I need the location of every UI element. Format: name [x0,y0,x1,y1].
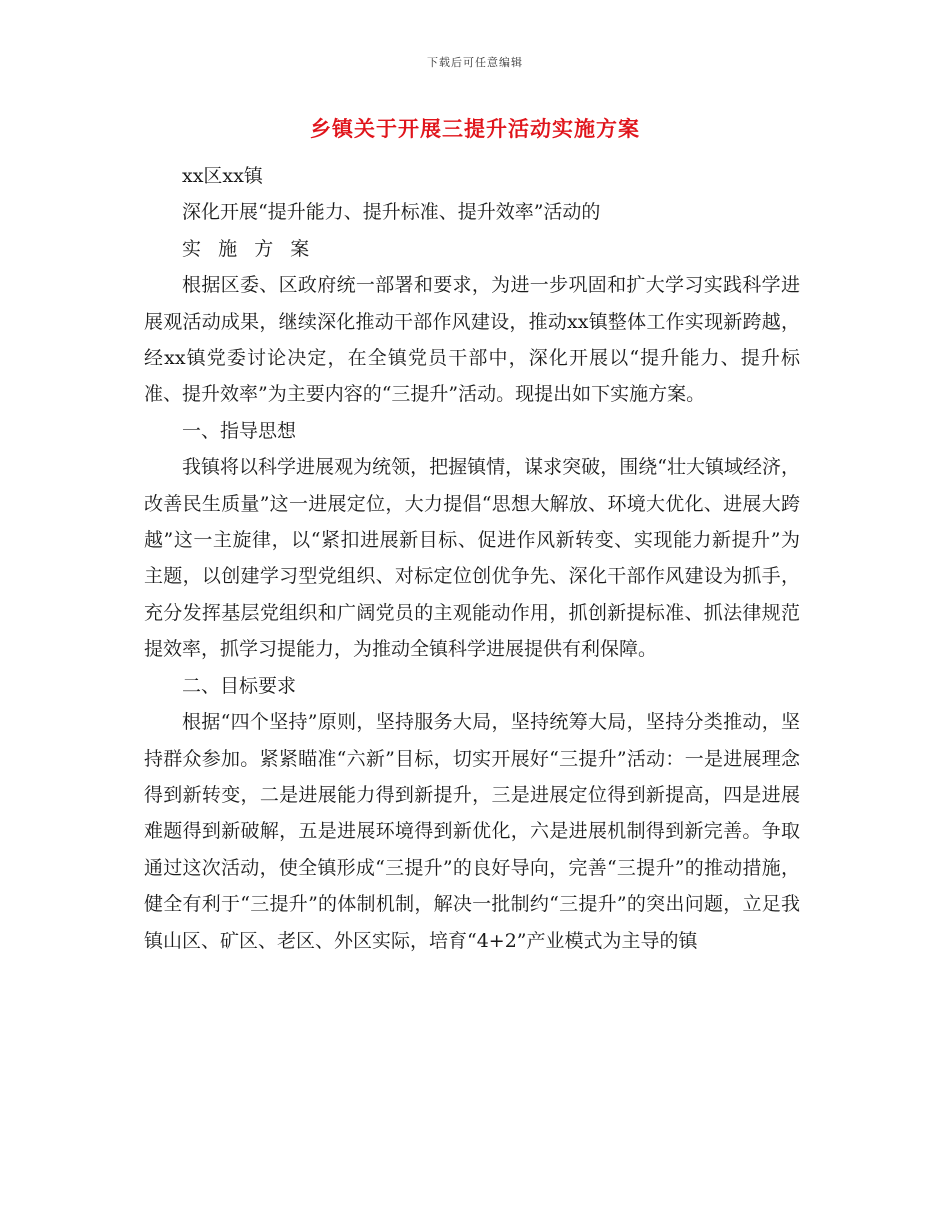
document-title: 乡镇关于开展三提升活动实施方案 [310,116,640,141]
document-body [144,158,800,959]
subtitle-line: 深化开展“提升能力、提升标准、提升效率”活动的 [182,201,601,224]
section-heading-goals: 二、目标要求 [182,674,297,697]
section-heading-guiding-thought: 一、指导思想 [182,419,297,442]
issuer-line: xx区xx镇 [182,165,263,187]
subtitle-plan-line: 实施方案 [182,237,327,260]
intro-paragraph: 根据区委、区政府统一部署和要求，为进一步巩固和扩大学习实践科学进展观活动成果，继续深化推动干部作风建设，推动xx镇整体工作实现新跨越，经xx镇党委讨论决定，在全镇党员干部中，深化开展以“提升能力、提升标准、提升效率”为主要内容的“三提升”活动。现提出如下实施方案。 [144,274,800,406]
header-note: 下载后可任意编辑 [427,56,523,69]
goals-paragraph: 根据“四个坚持”原则，坚持服务大局，坚持统筹大局，坚持分类推动，坚持群众参加。紧紧瞄准“六新”目标，切实开展好“三提升”活动：一是进展理念得到新转变，二是进展能力得到新提升，三是进展定位得到新提高，四是进展难题得到新破解，五是进展环境得到新优化，六是进展机制得到新完善。争取通过这次活动，使全镇形成“三提升”的良好导向，完善“三提升”的推动措施，健全有利于“三提升”的体制机制，解决一批制约“三提升”的突出问题，立足我镇山区、矿区、老区、外区实际，培育“4+2”产业模式为主导的镇 [144,711,800,952]
guiding-thought-paragraph: 我镇将以科学进展观为统领，把握镇情，谋求突破，围绕“壮大镇域经济，改善民生质量”这一进展定位，大力提倡“思想大解放、环境大优化、进展大跨越”这一主旋律，以“紧扣进展新目标、促进作风新转变、实现能力新提升”为主题，以创建学习型党组织、对标定位创优争先、深化干部作风建设为抓手，充分发挥基层党组织和广阔党员的主观能动作用，抓创新提标准、抓法律规范提效率，抓学习提能力，为推动全镇科学进展提供有利保障。 [144,456,800,661]
